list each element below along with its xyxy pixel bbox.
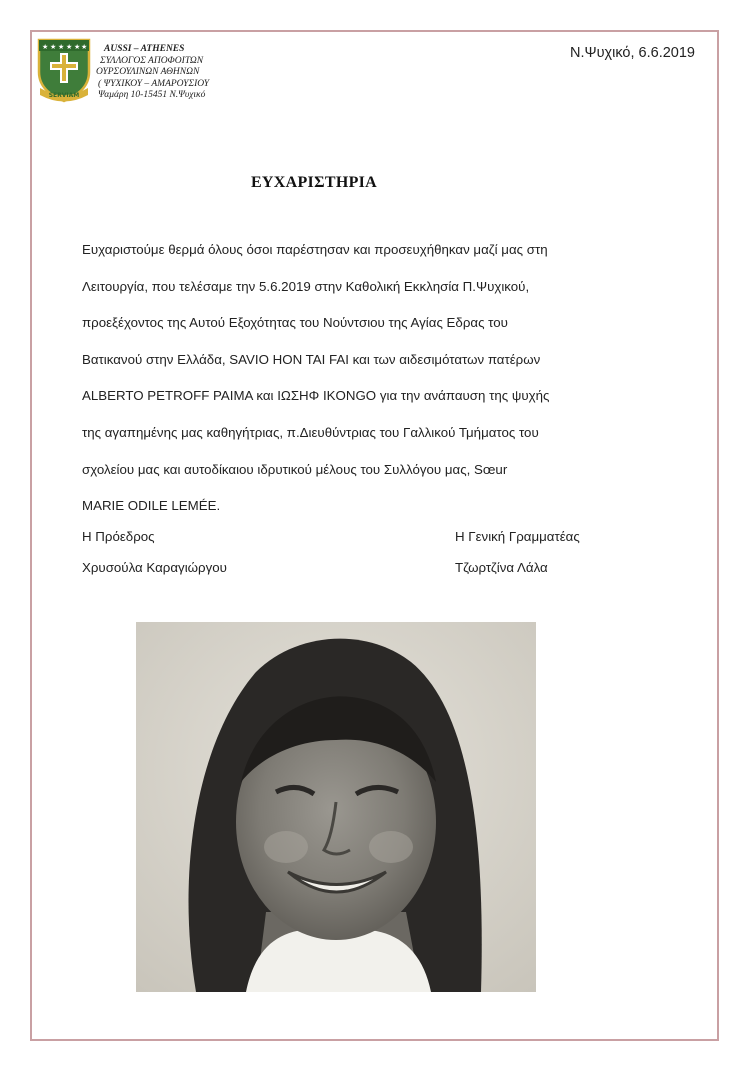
- signature-role: Η Γενική Γραμματέας: [455, 529, 580, 544]
- org-line: ΣΥΛΛΟΓΟΣ ΑΠΟΦΟΙΤΩΝ: [100, 55, 204, 66]
- organization-address-block: [96, 44, 209, 102]
- body-line: της αγαπημένης μας καθηγήτριας, π.Διευθύντριας του Γαλλικού Τμήματος του: [82, 424, 539, 440]
- org-line: AUSSI – ATHENES: [104, 44, 185, 54]
- portrait-photo: [136, 622, 536, 992]
- document-date: Ν.Ψυχικό, 6.6.2019: [569, 45, 695, 61]
- org-line: ΟΥΡΣΟΥΛΙΝΩΝ ΑΘΗΝΩΝ: [96, 67, 200, 78]
- body-line: MARIE ODILE LEMÉE.: [82, 498, 221, 514]
- document-title: ΕΥΧΑΡΙΣΤΗΡΙΑ: [250, 174, 378, 191]
- signature-secretary: [455, 521, 580, 583]
- org-line: ( ΨΥΧΙΚΟΥ – ΑΜΑΡΟΥΣΙΟΥ: [98, 78, 210, 89]
- svg-text:★: ★: [42, 43, 49, 51]
- body-line: Βατικανού στην Ελλάδα, SAVIO HON TAI FAI και των αιδεσιμότατων πατέρων: [82, 351, 541, 367]
- signature-role: Η Πρόεδρος: [82, 529, 155, 544]
- body-line: σχολείου μας και αυτοδίκαιου ιδρυτικού μέλους του Συλλόγου μας, Sœur: [82, 461, 508, 477]
- svg-text:★: ★: [81, 43, 88, 51]
- svg-text:★: ★: [66, 43, 73, 51]
- body-line: Ευχαριστούμε θερμά όλους όσοι παρέστησαν και προσευχήθηκαν μαζί μας στη: [82, 242, 548, 257]
- signature-name: Τζωρτζίνα Λάλα: [455, 560, 548, 575]
- signature-president: [82, 521, 227, 583]
- logo-motto: SERVIAM: [48, 92, 80, 99]
- svg-text:★: ★: [58, 43, 65, 51]
- signature-name: Χρυσούλα Καραγιώργου: [82, 560, 227, 575]
- svg-text:★: ★: [74, 43, 81, 51]
- svg-text:★: ★: [50, 43, 57, 51]
- letter-body: [82, 232, 642, 525]
- body-line: Λειτουργία, που τελέσαμε την 5.6.2019 στην Καθολική Εκκλησία Π.Ψυχικού,: [82, 278, 530, 294]
- org-line: Ψαμάρη 10-15451 Ν.Ψυχικό: [98, 90, 206, 101]
- body-line: ALBERTO PETROFF PAIMA και ΙΩΣΗΦ IKONGO για την ανάπαυση της ψυχής: [82, 388, 550, 404]
- association-crest-logo: [36, 38, 92, 104]
- body-line: προεξέχοντος της Αυτού Εξοχότητας του Νούντσιου της Αγίας Εδρας του: [82, 315, 508, 331]
